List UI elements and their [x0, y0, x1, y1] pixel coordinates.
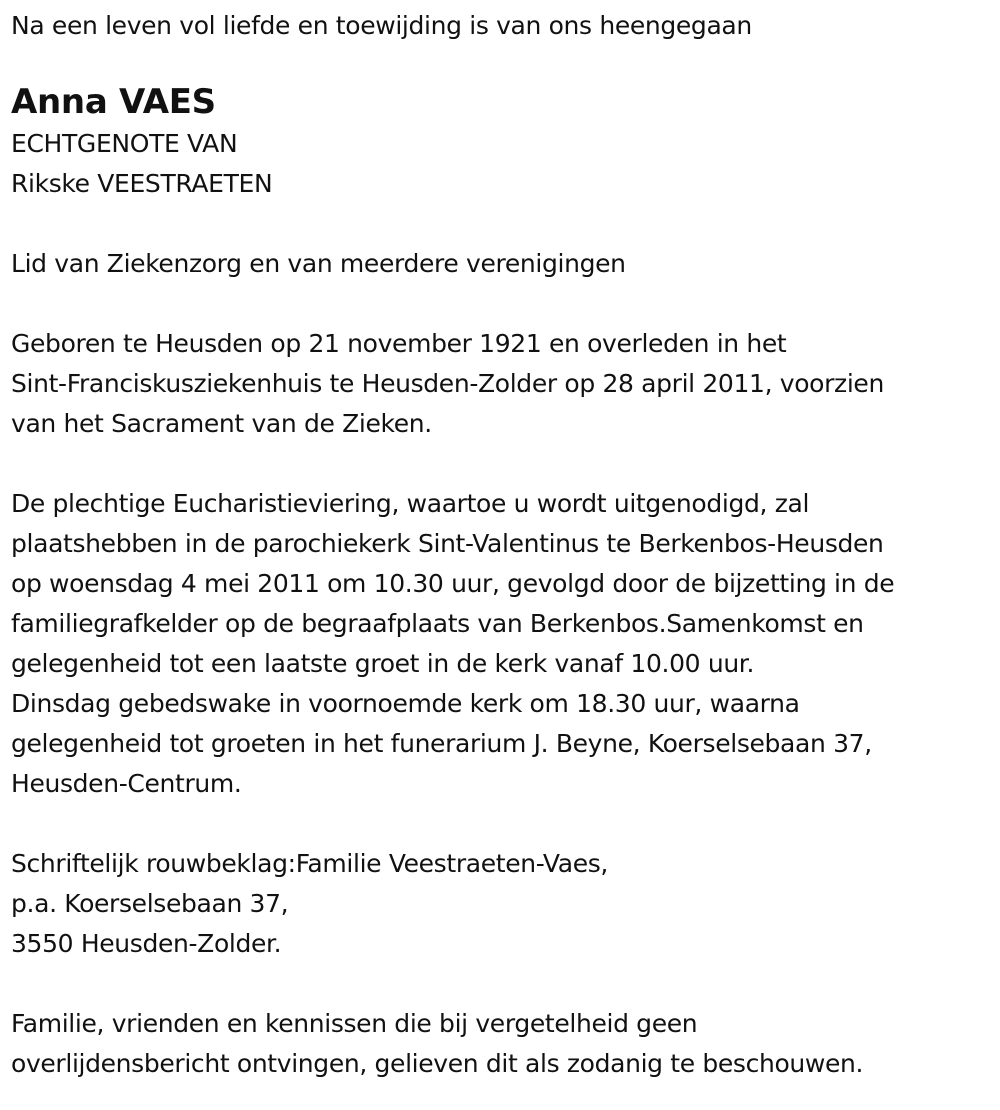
address-line: Schriftelijk rouwbeklag:Familie Veestraeten-Vaes, — [11, 849, 609, 878]
spacer — [11, 204, 1000, 244]
spacer — [11, 444, 1000, 484]
paragraph-line: van het Sacrament van de Zieken. — [11, 409, 432, 438]
spacer — [11, 964, 1000, 1004]
paragraph-line: Heusden-Centrum. — [11, 769, 242, 798]
ceremony-paragraph — [11, 484, 1000, 804]
intro-text: Na een leven vol liefde en toewijding is van ons heengegaan — [11, 11, 752, 40]
paragraph-line: op woensdag 4 mei 2011 om 10.30 uur, gevolgd door de bijzetting in de — [11, 569, 895, 598]
paragraph-line: Dinsdag gebedswake in voornoemde kerk om 18.30 uur, waarna — [11, 689, 800, 718]
paragraph-line: familiegrafkelder op de begraafplaats van Berkenbos.Samenkomst en — [11, 609, 864, 638]
paragraph-line: Familie, vrienden en kennissen die bij vergetelheid geen — [11, 1009, 698, 1038]
membership-text: Lid van Ziekenzorg en van meerdere verenigingen — [11, 249, 626, 278]
paragraph-line: gelegenheid tot een laatste groet in de kerk vanaf 10.00 uur. — [11, 649, 755, 678]
paragraph-line: De plechtige Eucharistieviering, waartoe u wordt uitgenodigd, zal — [11, 489, 810, 518]
condolences-address — [11, 844, 1000, 964]
paragraph-line: overlijdensbericht ontvingen, gelieven dit als zodanig te beschouwen. — [11, 1049, 864, 1078]
paragraph-line: Sint-Franciskusziekenhuis te Heusden-Zolder op 28 april 2011, voorzien — [11, 369, 884, 398]
spacer — [11, 284, 1000, 324]
address-line: p.a. Koerselsebaan 37, — [11, 889, 289, 918]
closing-paragraph — [11, 1004, 1000, 1084]
deceased-name: Anna VAES — [11, 82, 216, 122]
spouse-name: Rikske VEESTRAETEN — [11, 169, 273, 198]
birth-death-paragraph — [11, 324, 1000, 444]
address-line: 3550 Heusden-Zolder. — [11, 929, 282, 958]
paragraph-line: gelegenheid tot groeten in het funerarium J. Beyne, Koerselsebaan 37, — [11, 729, 872, 758]
relation-text: ECHTGENOTE VAN — [11, 129, 238, 158]
paragraph-line: Geboren te Heusden op 21 november 1921 en overleden in het — [11, 329, 787, 358]
spacer — [11, 804, 1000, 844]
paragraph-line: plaatshebben in de parochiekerk Sint-Valentinus te Berkenbos-Heusden — [11, 529, 884, 558]
